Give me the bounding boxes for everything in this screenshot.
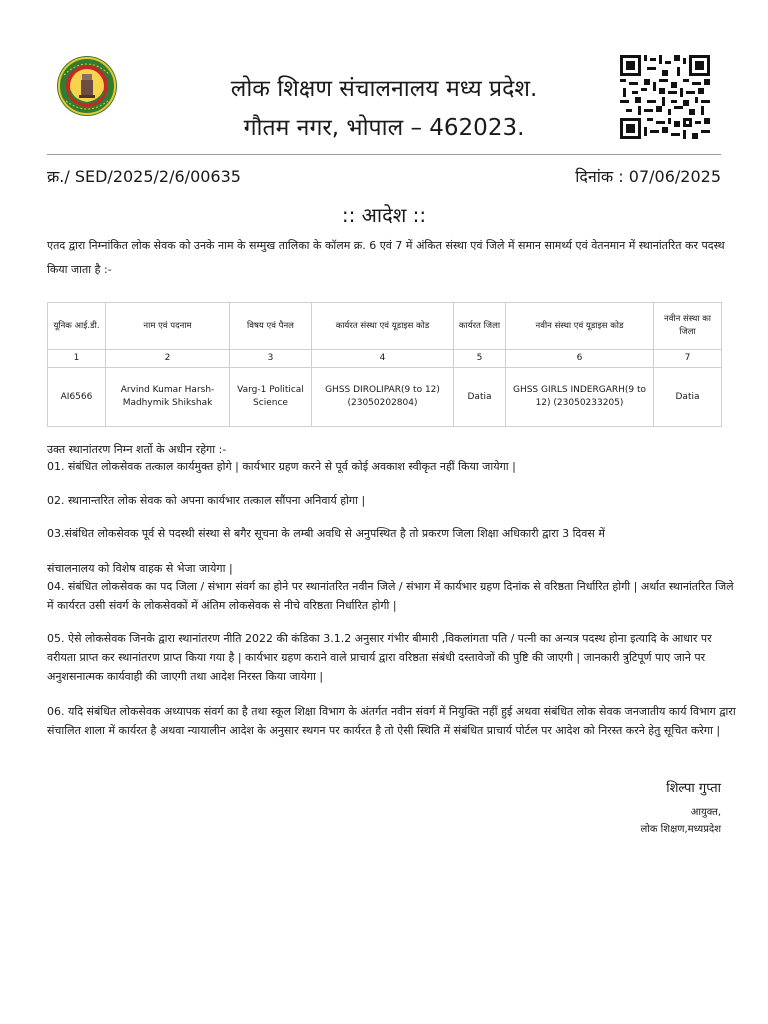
column-header: नाम एवं पदनाम [106,303,230,350]
column-number: 4 [312,350,454,368]
new-district-cell: Datia [654,368,722,427]
column-number-row [48,350,722,368]
qr-code-icon[interactable] [620,55,710,139]
column-header: कार्यरत जिला [454,303,506,350]
column-number: 7 [654,350,722,368]
current-institution-cell: GHSS DIROLIPAR(9 to 12)(23050202804) [312,368,454,427]
transfer-table [47,302,722,427]
subject-panel-cell: Varg-1 Political Science [230,368,312,427]
column-header: नवीन संस्था का जिला [654,303,722,350]
column-number: 3 [230,350,312,368]
condition-item-continued: संचालनालय को विशेष वाहक से भेजा जायेगा | [47,562,233,575]
signatory-name: शिल्पा गुप्ता [666,781,721,796]
column-header: कार्यरत संस्था एवं यूडाइस कोड [312,303,454,350]
order-heading: :: आदेश :: [341,203,427,227]
column-header: नवीन संस्था एवं यूडाइस कोड [506,303,654,350]
office-address: गौतम नगर, भोपाल – 462023. [243,115,525,141]
unique-id-cell: AI6566 [48,368,106,427]
condition-item: 03.संबंधित लोकसेवक पूर्व से पदस्थी संस्था से बगैर सूचना के लम्बी अवधि से अनुपस्थित है तो प्रकरण जिला शिक्षा अधिकारी द्वारा 3 दिवस में [47,527,605,540]
current-district-cell: Datia [454,368,506,427]
column-number: 1 [48,350,106,368]
name-designation-cell: Arvind Kumar Harsh-Madhymik Shikshak [106,368,230,427]
office-title: लोक शिक्षण संचालनालय मध्य प्रदेश. [230,76,538,102]
signatory-office: लोक शिक्षण,मध्यप्रदेश [640,824,721,835]
column-header: विषय एवं पैनल [230,303,312,350]
condition-item: 04. संबंधित लोकसेवक का पद जिला / संभाग संवर्ग का होने पर स्थानांतरित नवीन जिले / संभाग में कार्यभार ग्रहण दिनांक से वरिष्ठता निर्धारित होगी | अर्थात स्थानांतरित जिले में कार्यरत उसी संवर्ग के लोकसेवकों में अंतिम लोकसेवक से नीचे वरिष्ठता निर्धारित होगी | [47,580,734,612]
condition-item: 01. संबंधित लोकसेवक तत्काल कार्यमुक्त होगे | कार्यभार ग्रहण करने से पूर्व कोई अवकाश स्वीकृत नहीं किया जायेगा | [47,460,516,473]
condition-item: 02. स्थानान्तरित लोक सेवक को अपना कार्यभार तत्काल सौंपना अनिवार्य होगा | [47,494,366,507]
column-number: 6 [506,350,654,368]
conditions-heading: उक्त स्थानांतरण निम्न शर्तो के अधीन रहेगा :- [47,443,227,456]
table-header-row [48,303,722,350]
order-date: दिनांक : 07/06/2025 [575,167,721,186]
column-number: 5 [454,350,506,368]
table-row [48,368,722,427]
new-institution-cell: GHSS GIRLS INDERGARH(9 to 12) (23050233205) [506,368,654,427]
condition-item: 06. यदि संबंधित लोकसेवक अध्यापक संवर्ग का है तथा स्कूल शिक्षा विभाग के अंतर्गत नवीन संवर्ग में नियुक्ति नहीं हुई अथवा संबंधित लोक सेवक जनजातीय कार्य विभाग द्वारा संचालित शाला में कार्यरत है अथवा न्यायालीन आदेश के अनुसार स्थगन पर कार्यरत है तो ऐसी स्थिति में संबंधित प्राचार्य पोर्टल पर आदेश को निरस्त करने हेतु सूचित करेगा | [47,705,736,737]
signatory-designation: आयुक्त, [690,807,721,818]
header-divider [47,154,721,155]
column-header: यूनिक आई.डी. [48,303,106,350]
condition-item: 05. ऐसे लोकसेवक जिनके द्वारा स्थानांतरण नीति 2022 की कंडिका 3.1.2 अनुसार गंभीर बीमारी ,विकलांगता पति / पत्नी का अन्यत्र पदस्थ होना इत्यादि के आधार पर वरीयता प्राप्त कर स्थानांतरण प्राप्त किया गया है | कार्यभार ग्रहण कराने वाले प्राचार्य द्वारा वरिष्ठता संबंधी दस्तावेजों की पुष्टि की जाएगी | जानकारी त्रुटिपूर्ण पाए जाने पर अनुशसनात्मक कार्यवाही की जाएगी तथा आदेश निरस्त किया जायेगा | [47,632,712,683]
reference-number: क्र./ SED/2025/2/6/00635 [47,167,241,186]
intro-paragraph: एतद द्वारा निम्नांकित लोक सेवक को उनके नाम के सम्मुख तालिका के कॉलम क्र. 6 एवं 7 में अंकित संस्था एवं जिले में समान सामर्थ्य एवं वेतनमान में स्थानांतरित कर पदस्थ किया जाता है :- [47,239,725,276]
column-number: 2 [106,350,230,368]
